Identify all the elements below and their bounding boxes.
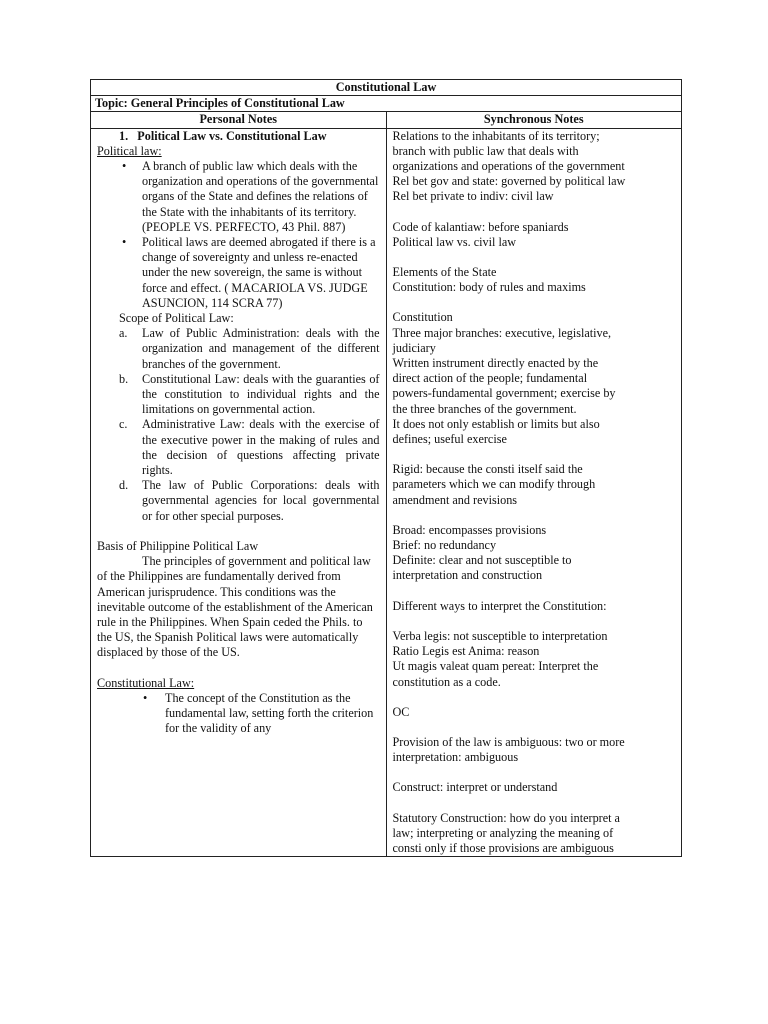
spacer: [393, 796, 678, 811]
scope-text: Law of Public Administration: deals with the organization and management of the different branches of the government.: [142, 326, 380, 371]
basis-heading: Basis of Philippine Political Law: [97, 538, 259, 553]
bullet-icon: •: [122, 159, 127, 174]
spacer: [393, 205, 678, 220]
scope-item: [97, 326, 380, 372]
spacer: [97, 661, 380, 676]
note-block: [393, 735, 678, 765]
scope-marker: b.: [119, 371, 129, 386]
note-line: consti only if those provisions are ambiguous: [392, 840, 614, 855]
note-line: Brief: no redundancy: [392, 538, 497, 553]
note-line: OC: [392, 704, 410, 719]
bullet-item: [97, 159, 380, 235]
note-line: Rigid: because the consti itself said the: [392, 462, 583, 477]
note-line: Statutory Construction: how do you interpret a: [392, 810, 620, 825]
column-header-synchronous-notes: Synchronous Notes: [386, 112, 682, 128]
note-line: defines; useful exercise: [392, 432, 507, 447]
spacer: [393, 447, 678, 462]
note-line: It does not only establish or limits but also: [392, 416, 600, 431]
bullet-text: Political laws are deemed abrogated if there is a change of sovereignty and unless re-enacted under the new sovereign, the same is without force and effect. ( MACARIOLA VS. JUDGE ASUNCION, 114 SCRA 77): [142, 235, 376, 310]
note-line: organizations and operations of the government: [392, 159, 625, 174]
scope-item: [97, 478, 380, 524]
notes-table: [90, 79, 682, 857]
document-title: Constitutional Law: [91, 80, 682, 96]
note-block: [393, 310, 678, 447]
scope-heading: Scope of Political Law:: [119, 311, 234, 326]
note-line: constitution as a code.: [392, 674, 501, 689]
note-line: Rel bet gov and state: governed by political law: [392, 174, 626, 189]
note-line: Written instrument directly enacted by the: [392, 356, 599, 371]
note-block: [393, 780, 678, 795]
constitutional-law-heading: Constitutional Law:: [97, 675, 195, 690]
synchronous-notes-cell: [386, 128, 682, 857]
note-line: parameters which we can modify through: [392, 477, 596, 492]
note-line: Broad: encompasses provisions: [392, 522, 547, 537]
bullet-text: The concept of the Constitution as the fundamental law, setting forth the criterion for the validity of any: [165, 690, 374, 736]
note-block: [393, 129, 678, 205]
note-line: Political law vs. civil law: [392, 234, 517, 249]
note-line: Elements of the State: [392, 265, 497, 280]
spacer: [393, 765, 678, 780]
spacer: [393, 295, 678, 310]
scope-list: [97, 326, 380, 524]
bullet-text: A branch of public law which deals with the organization and operations of the governmental organs of the State and defines the relations of the State with the inhabitants of its territory. (PEOPLE VS. PERFECTO, 43 Phil. 887): [142, 159, 379, 234]
political-law-bullets: [97, 159, 380, 311]
scope-marker: a.: [119, 326, 128, 341]
spacer: [393, 720, 678, 735]
note-line: direct action of the people; fundamental: [392, 371, 588, 386]
note-line: Construct: interpret or understand: [392, 780, 558, 795]
basis-paragraph: The principles of government and political law of the Philippines are fundamentally derived from American jurisprudence. This conditions was the inevitable outcome of the establishment of the American rule in the Philippines. When Spain ceded the Phils. to the US, the Spanish Political laws were automatically displaced by those of the US.: [97, 554, 373, 660]
scope-text: The law of Public Corporations: deals with governmental agencies for local governmental or for other special purposes.: [142, 478, 380, 523]
synchronous-notes: [393, 129, 678, 857]
note-line: Ratio Legis est Anima: reason: [392, 644, 540, 659]
note-line: Relations to the inhabitants of its territory;: [392, 128, 600, 143]
note-line: the three branches of the government.: [392, 401, 577, 416]
scope-marker: c.: [119, 417, 128, 432]
note-line: Different ways to interpret the Constitution:: [392, 598, 607, 613]
note-block: [393, 811, 678, 857]
scope-text: Administrative Law: deals with the exercise of the executive power in the making of rules and the decision of questions affecting private rights.: [142, 417, 380, 478]
note-block: [393, 629, 678, 690]
note-line: Provision of the law is ambiguous: two or more: [392, 734, 625, 749]
note-line: Verba legis: not susceptible to interpretation: [392, 628, 608, 643]
bullet-item: [97, 691, 380, 737]
spacer: [393, 584, 678, 599]
note-line: Three major branches: executive, legislative,: [392, 325, 612, 340]
note-line: Code of kalantiaw: before spaniards: [392, 219, 569, 234]
spacer: [393, 250, 678, 265]
spacer: [97, 524, 380, 539]
note-line: Constitution: body of rules and maxims: [392, 280, 586, 295]
note-line: Ut magis valeat quam pereat: Interpret the: [392, 659, 599, 674]
note-block: [393, 705, 678, 720]
scope-marker: d.: [119, 478, 129, 493]
note-line: powers-fundamental government; exercise by: [392, 386, 616, 401]
note-block: [393, 265, 678, 295]
topic-line: Topic: General Principles of Constitutional Law: [91, 96, 682, 112]
bullet-item: [97, 235, 380, 311]
note-line: branch with public law that deals with: [392, 143, 579, 158]
personal-notes-cell: [91, 128, 387, 857]
section-title: 1. Political Law vs. Constitutional Law: [119, 128, 327, 143]
scope-item: [97, 417, 380, 478]
spacer: [393, 614, 678, 629]
notes-document: [90, 79, 682, 857]
note-line: interpretation and construction: [392, 568, 543, 583]
note-line: Constitution: [392, 310, 453, 325]
spacer: [393, 508, 678, 523]
note-block: [393, 599, 678, 614]
scope-text: Constitutional Law: deals with the guaranties of the constitution to individual rights and the limitations on governmental action.: [142, 371, 380, 417]
constitutional-law-bullets: [97, 691, 380, 737]
note-line: law; interpreting or analyzing the meaning of: [392, 825, 614, 840]
note-line: judiciary: [392, 340, 436, 355]
scope-item: [97, 372, 380, 418]
note-block: [393, 462, 678, 508]
note-line: interpretation: ambiguous: [392, 750, 519, 765]
note-line: Definite: clear and not susceptible to: [392, 553, 572, 568]
bullet-icon: •: [122, 235, 127, 250]
political-law-heading: Political law:: [97, 143, 162, 158]
note-line: Rel bet private to indiv: civil law: [392, 189, 554, 204]
note-block: [393, 523, 678, 584]
bullet-icon: •: [143, 690, 148, 705]
note-block: [393, 220, 678, 250]
note-line: amendment and revisions: [392, 492, 518, 507]
column-header-personal-notes: Personal Notes: [91, 112, 387, 128]
spacer: [393, 690, 678, 705]
